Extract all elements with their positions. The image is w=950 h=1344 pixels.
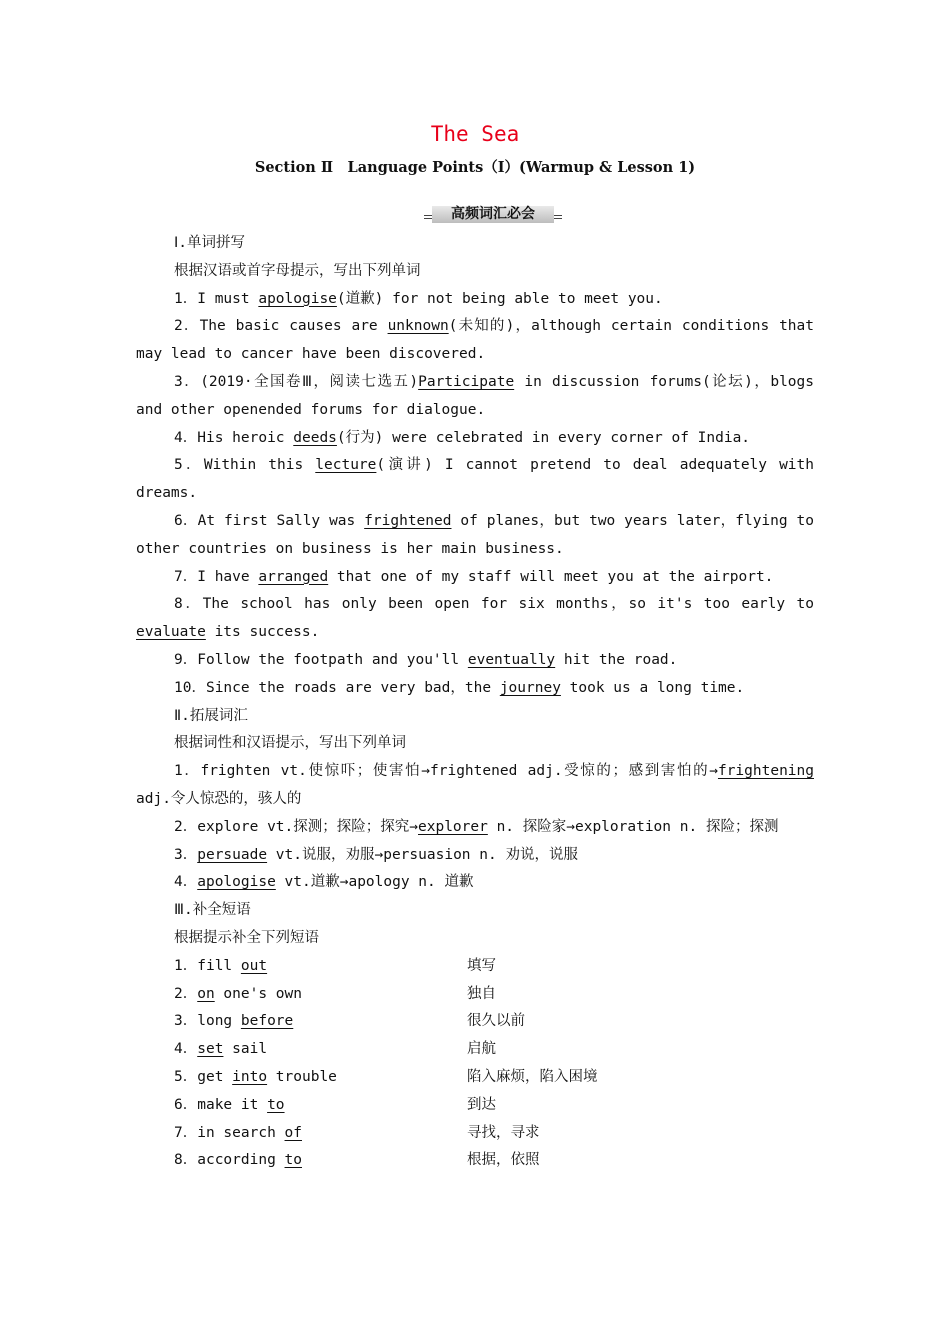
part1-heading: Ⅰ.单词拼写 [174, 235, 246, 251]
exercise-item: 3．(2019·全国卷Ⅲ，阅读七选五)Participate in discussion forums(论坛)，blogs and other openended forums for dialogue. [136, 373, 814, 418]
answer-word: of [284, 1124, 302, 1141]
exercise-item: 10．Since the roads are very bad，the journey took us a long time. [174, 679, 745, 696]
answer-word: set [197, 1041, 224, 1058]
answer-word: deeds [293, 429, 337, 446]
part1-instruction: 根据汉语或首字母提示，写出下列单词 [174, 262, 421, 279]
phrase-meaning: 根据，依照 [467, 1152, 540, 1169]
answer-word: frightening [717, 763, 814, 780]
answer-word: Participate [418, 373, 515, 390]
exercise-item: 8．The school has only been open for six months，so it's too early to evaluate its success. [136, 596, 814, 641]
phrase-meaning: 到达 [467, 1096, 496, 1113]
phrase-row: 8．according to 根据，依照 [136, 1147, 814, 1175]
answer-word: out [240, 957, 268, 974]
answer-word: before [240, 1013, 294, 1030]
phrase-meaning: 陷入麻烦，陷入困境 [467, 1068, 598, 1085]
exercise-item: 2．The basic causes are unknown(未知的)，although certain conditions that may lead to cancer have been discovered. [136, 318, 814, 363]
answer-word: eventually [467, 651, 556, 668]
exercise-item: 4．apologise vt.道歉→apology n. 道歉 [174, 874, 474, 891]
phrase-meaning: 启航 [467, 1041, 496, 1058]
phrase-meaning: 独自 [467, 985, 496, 1002]
exercise-item: 1．I must apologise(道歉) for not being able to meet you. [174, 290, 663, 307]
phrase-meaning: 寻找，寻求 [467, 1124, 540, 1141]
phrase-row: 1．fill out 填写 [136, 953, 814, 981]
phrase-meaning: 很久以前 [467, 1013, 525, 1030]
phrase-meaning: 填写 [467, 957, 496, 974]
answer-word: frightened [364, 512, 452, 529]
section-subtitle: Section Ⅱ Language Points（Ⅰ）(Warmup & Lesson 1) [254, 159, 696, 176]
phrase-row: 5．get into trouble 陷入麻烦，陷入困境 [136, 1064, 814, 1092]
phrase-row: 2．on one's own 独自 [136, 981, 814, 1009]
answer-word: evaluate [136, 624, 206, 641]
banner-label: 高频词汇必会 [451, 206, 535, 222]
answer-word: unknown [387, 318, 449, 335]
part2-heading: Ⅱ.拓展词汇 [174, 707, 248, 724]
part3-instruction: 根据提示补全下列短语 [174, 929, 319, 946]
answer-word: to [267, 1096, 285, 1113]
answer-word: apologise [197, 874, 276, 891]
answer-word: persuade [197, 846, 268, 863]
phrase-row: 4．set sail 启航 [136, 1036, 814, 1064]
exercise-item: 5．Within this lecture(演讲) I cannot pretend to deal adequately with dreams. [136, 457, 814, 502]
exercise-item: 3．persuade vt.说服，劝服→persuasion n. 劝说，说服 [174, 846, 578, 863]
answer-word: explorer [418, 818, 488, 835]
answer-word: to [284, 1152, 302, 1169]
answer-word: lecture [315, 457, 377, 474]
exercise-item: 9．Follow the footpath and you'll eventually hit the road. [174, 651, 678, 668]
exercise-item: 2．explore vt.探测；探险；探究→explorer n. 探险家→exploration n. 探险；探测 [174, 818, 779, 835]
phrase-row: 6．make it to 到达 [136, 1092, 814, 1120]
exercise-item: 7．I have arranged that one of my staff will meet you at the airport. [174, 568, 774, 585]
answer-word: into [232, 1068, 268, 1085]
phrase-row: 3．long before 很久以前 [136, 1008, 814, 1036]
answer-word: apologise [258, 290, 337, 307]
answer-word: on [197, 985, 215, 1002]
exercise-item: 6．At first Sally was frightened of planes，but two years later，flying to other countries on business is her main business. [136, 512, 814, 557]
part2-instruction: 根据词性和汉语提示，写出下列单词 [174, 735, 406, 752]
exercise-content [136, 230, 814, 1175]
phrase-row: 7．in search of 寻找，寻求 [136, 1120, 814, 1148]
answer-word: arranged [258, 568, 329, 585]
exercise-item: 1．frighten vt.使惊吓；使害怕→frightened adj.受惊的；感到害怕的→frightening adj.令人惊恐的，骇人的 [136, 763, 814, 807]
page-title: The Sea [430, 122, 520, 146]
section-banner [424, 205, 562, 224]
exercise-item: 4．His heroic deeds(行为) were celebrated in every corner of India. [174, 429, 751, 446]
answer-word: journey [499, 679, 561, 696]
part3-heading: Ⅲ.补全短语 [174, 902, 251, 919]
